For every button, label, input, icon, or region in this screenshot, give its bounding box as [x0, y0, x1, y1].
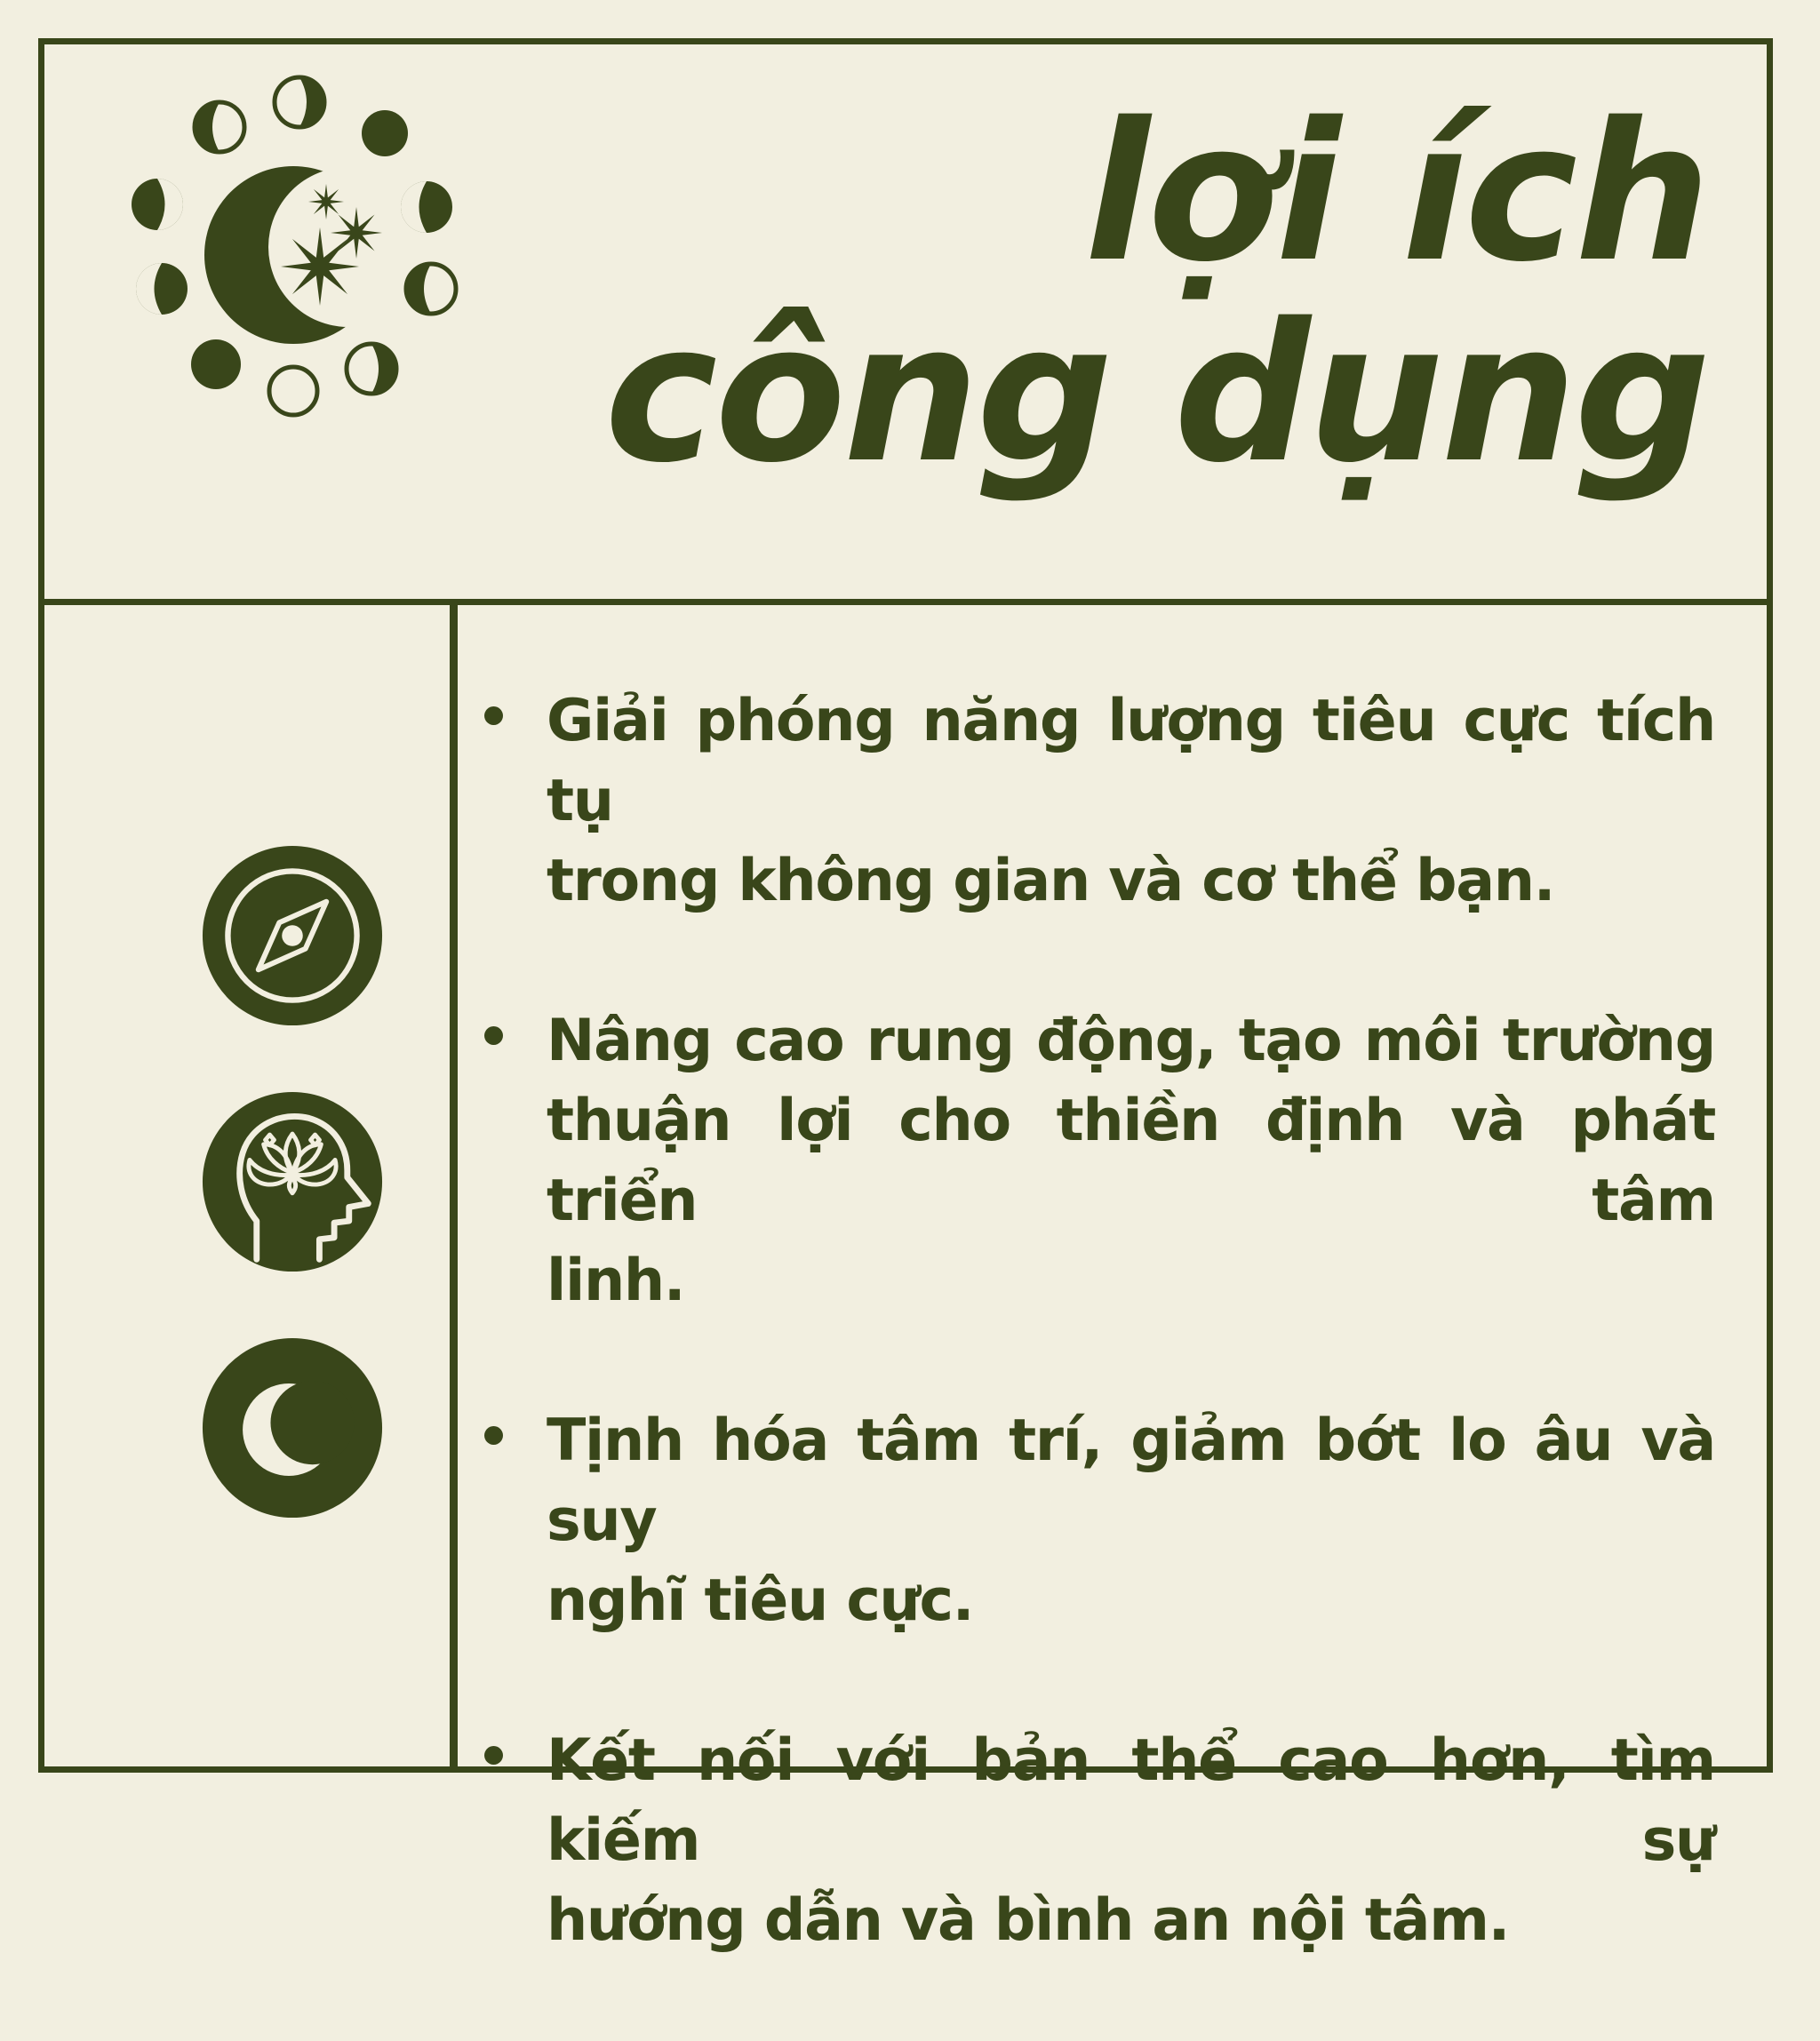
- moon-phases-logo-icon: [124, 64, 473, 427]
- benefit-item: [484, 682, 1715, 921]
- benefit-item: [484, 1721, 1715, 1961]
- benefit-line: thuận lợi cho thiền định và phát triển tâm: [547, 1088, 1715, 1234]
- header-divider: [38, 599, 1773, 605]
- title-line-1: lợi ích: [1084, 81, 1708, 304]
- column-divider: [450, 602, 458, 1773]
- benefit-line: nghĩ tiêu cực.: [547, 1567, 974, 1634]
- benefit-line: Giải phóng năng lượng tiêu cực tích tụ: [547, 688, 1715, 834]
- page-title: [604, 81, 1708, 505]
- benefit-line: trong không gian và cơ thể bạn.: [547, 848, 1555, 914]
- benefit-item: [484, 1401, 1715, 1641]
- benefit-line: linh.: [547, 1248, 685, 1314]
- benefits-list: [484, 682, 1715, 2041]
- crescent-moon-icon: [201, 1336, 384, 1519]
- benefit-line: Kết nối với bản thể cao hơn, tìm kiếm sự: [547, 1727, 1715, 1874]
- benefit-item: [484, 1001, 1715, 1321]
- benefit-line: Nâng cao rung động, tạo môi trường: [547, 1008, 1715, 1074]
- mind-lotus-icon: [201, 1090, 384, 1273]
- benefit-line: hướng dẫn và bình an nội tâm.: [547, 1887, 1510, 1954]
- title-line-2: công dụng: [604, 281, 1708, 505]
- benefit-line: Tịnh hóa tâm trí, giảm bớt lo âu và suy: [547, 1407, 1715, 1554]
- icon-column: [201, 844, 384, 1519]
- compass-icon: [201, 844, 384, 1027]
